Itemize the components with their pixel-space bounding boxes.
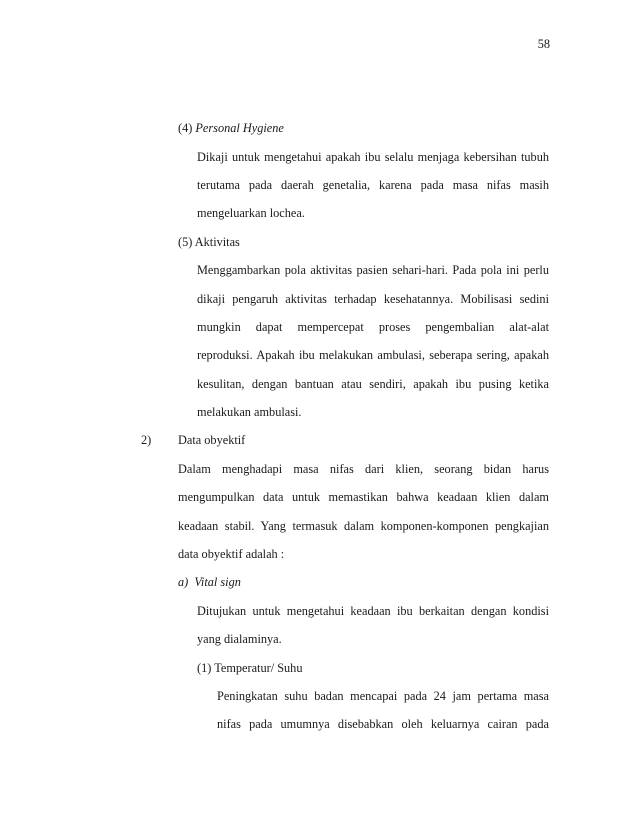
section-title: Aktivitas <box>194 235 240 249</box>
paragraph-line: mengeluarkan lochea. <box>197 206 305 220</box>
paragraph-line: Menggambarkan pola aktivitas pasien sehari-hari. Pada pola ini perlu <box>197 263 549 277</box>
paragraph-line: melakukan ambulasi. <box>197 405 302 419</box>
page-number: 58 <box>537 37 550 51</box>
paragraph-line: kesulitan, dengan bantuan atau sendiri, apakah ibu pusing ketika <box>197 377 549 391</box>
section-heading <box>178 575 241 590</box>
paragraph-line: Ditujukan untuk mengetahui keadaan ibu berkaitan dengan kondisi <box>197 604 549 618</box>
section-title: Data obyektif <box>178 433 246 447</box>
section-marker: (4) <box>178 121 193 135</box>
paragraph-line: yang dialaminya. <box>197 632 282 646</box>
paragraph-line: keadaan stabil. Yang termasuk dalam komponen-komponen pengkajian <box>178 519 549 533</box>
section-title: Temperatur/ Suhu <box>214 661 303 675</box>
section-marker: (5) <box>178 235 193 249</box>
section-heading <box>197 661 302 676</box>
section-heading <box>178 235 240 250</box>
paragraph-line: dikaji pengaruh aktivitas terhadap kesehatannya. Mobilisasi sedini <box>197 292 549 306</box>
section-marker: a) <box>178 575 189 589</box>
paragraph-line: Peningkatan suhu badan mencapai pada 24 jam pertama masa <box>217 689 549 703</box>
paragraph-line: nifas pada umumnya disebabkan oleh keluarnya cairan pada <box>217 717 549 731</box>
paragraph-line: mungkin dapat mempercepat proses pengembalian alat-alat <box>197 320 549 334</box>
paragraph-line: Dalam menghadapi masa nifas dari klien, seorang bidan harus <box>178 462 549 476</box>
paragraph-line: data obyektif adalah : <box>178 547 285 561</box>
paragraph-line: reproduksi. Apakah ibu melakukan ambulasi, seberapa sering, apakah <box>197 348 549 362</box>
paragraph-line: terutama pada daerah genetalia, karena pada masa nifas masih <box>197 178 549 192</box>
section-title: Vital sign <box>194 575 241 589</box>
paragraph-line: mengumpulkan data untuk memastikan bahwa keadaan klien dalam <box>178 490 549 504</box>
section-heading <box>178 121 284 136</box>
section-title: Personal Hygiene <box>195 121 284 135</box>
paragraph-line: Dikaji untuk mengetahui apakah ibu selalu menjaga kebersihan tubuh <box>197 150 549 164</box>
section-marker: (1) <box>197 661 212 675</box>
section-marker: 2) <box>141 433 152 447</box>
